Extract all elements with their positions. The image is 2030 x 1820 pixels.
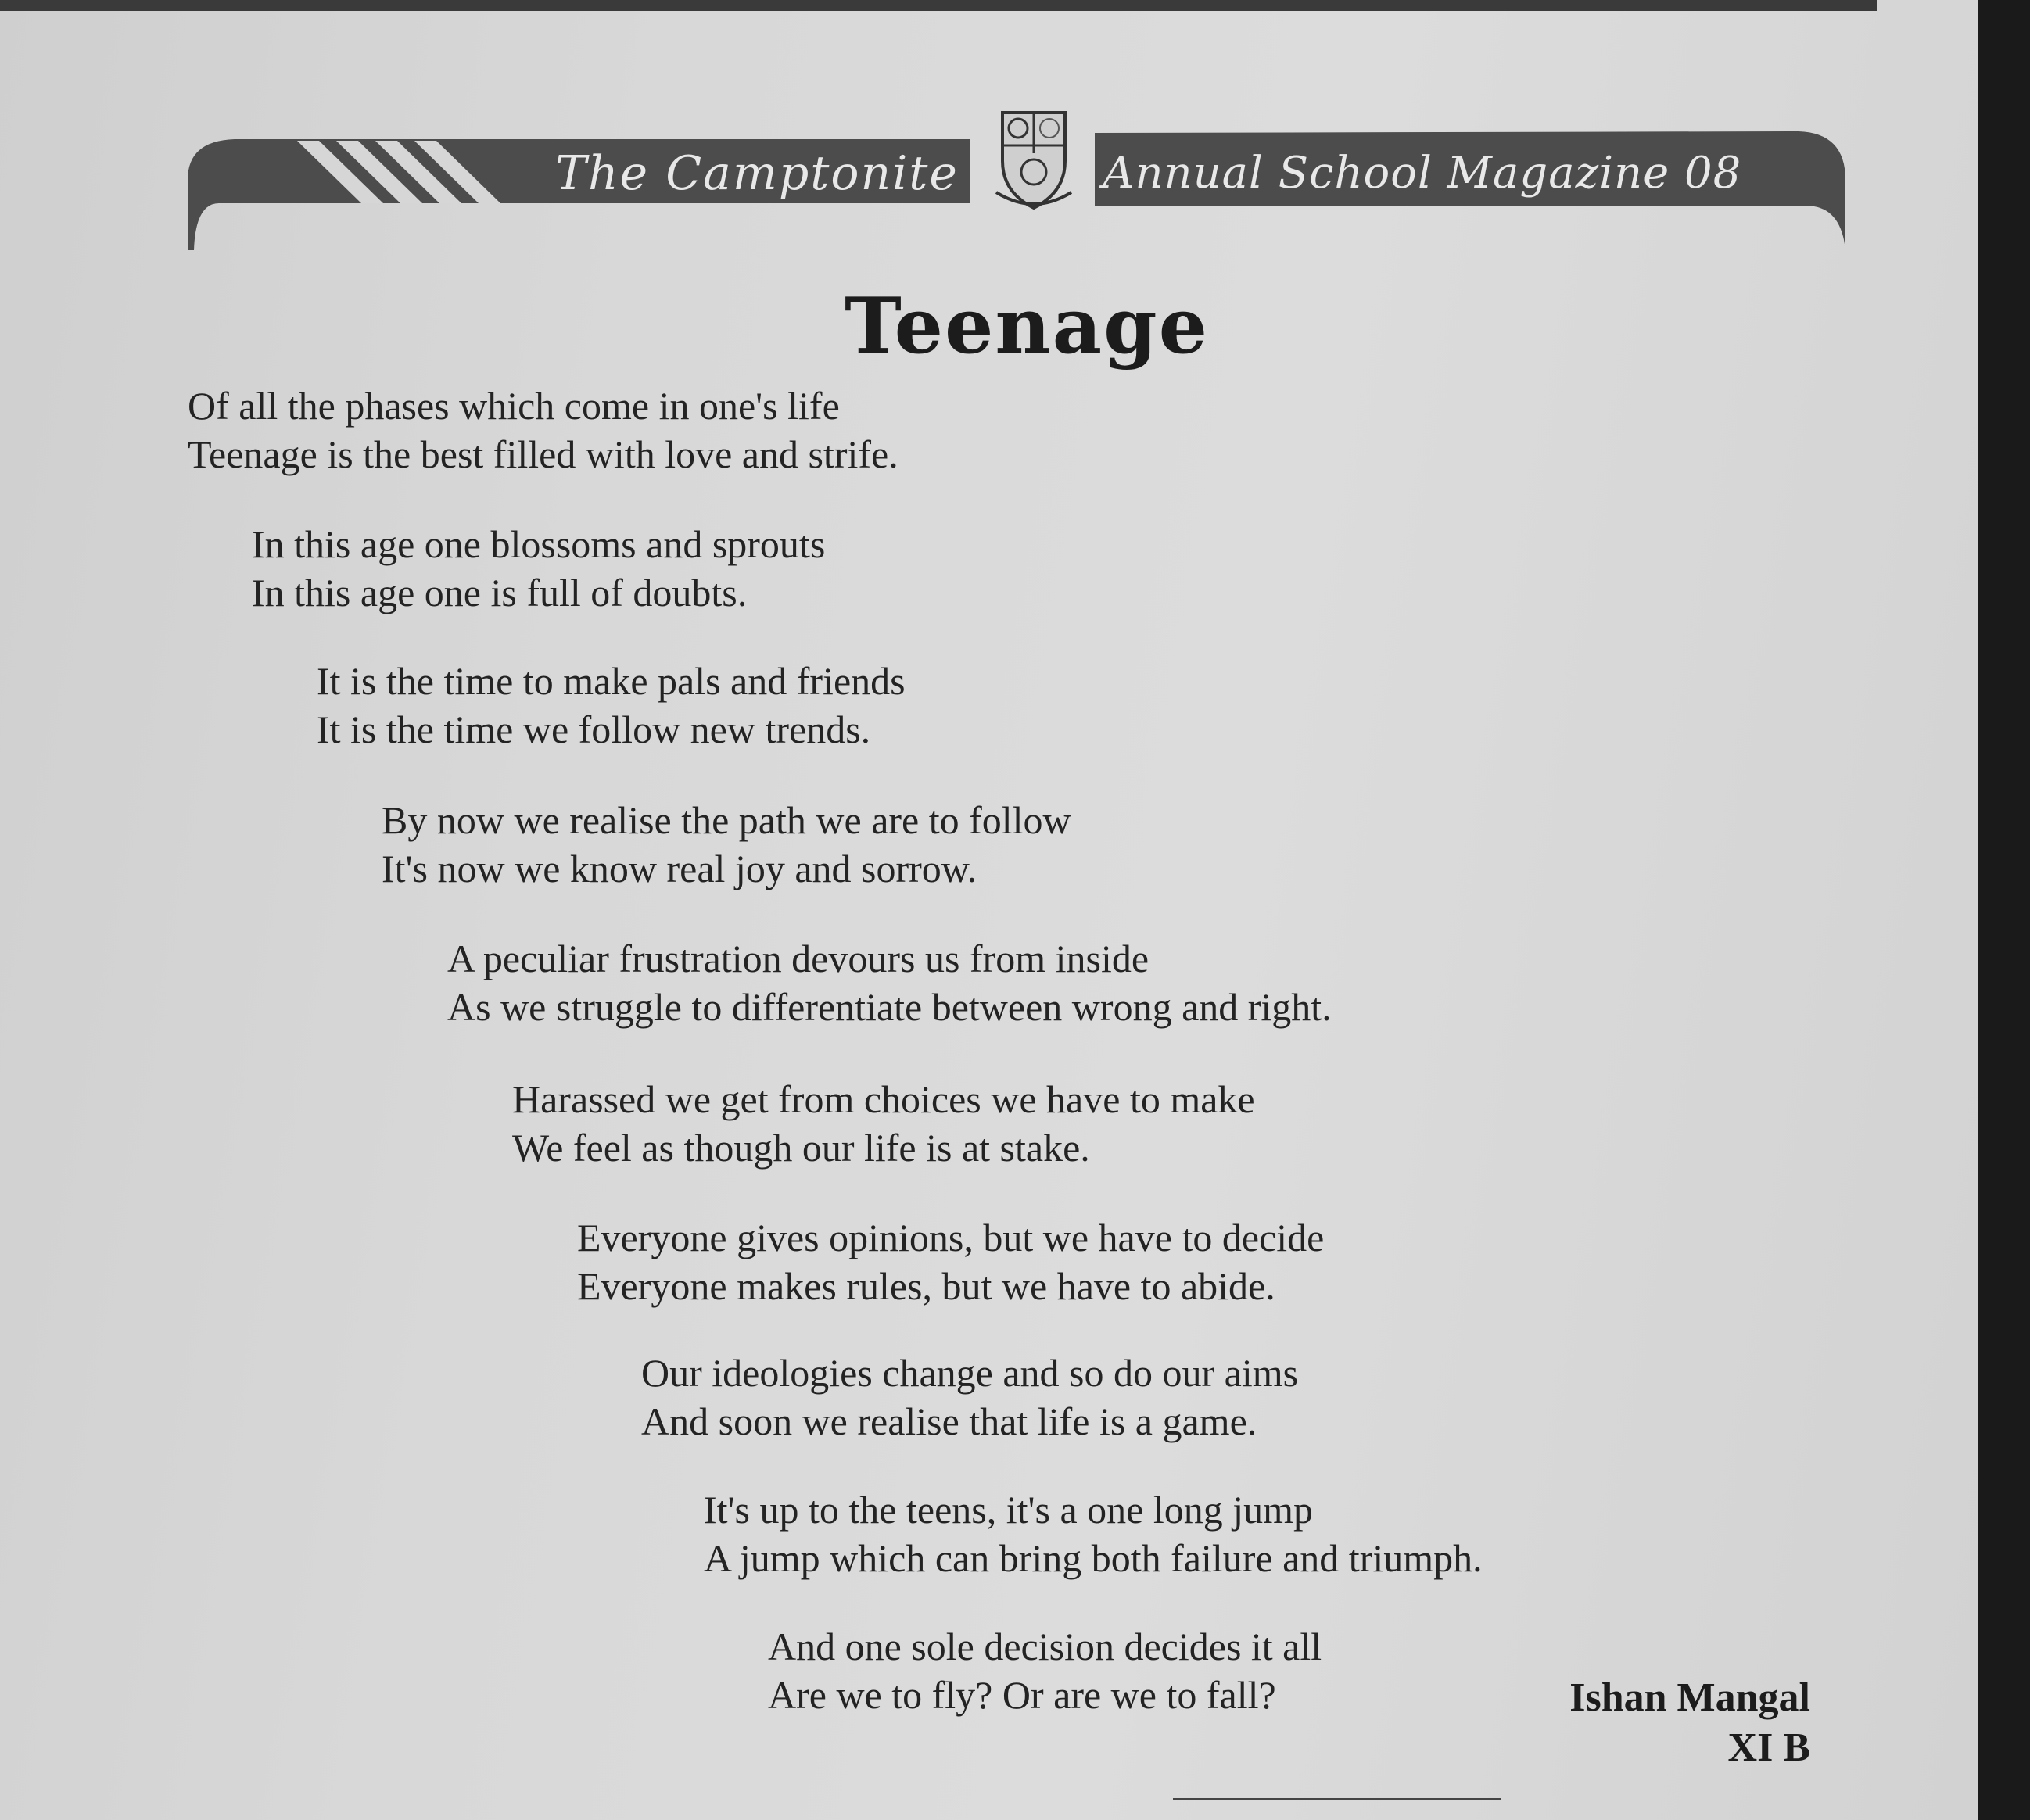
stanza [512,1075,1255,1172]
poem-line: It's up to the teens, it's a one long jump [704,1488,1314,1532]
footer-divider [1173,1798,1501,1800]
poem-line: In this age one is full of doubts. [252,571,748,614]
stanza [704,1485,1483,1582]
poem-line: A peculiar frustration devours us from inside [447,937,1149,980]
poem-line: Teenage is the best filled with love and strife. [188,432,898,476]
stanza [317,657,906,754]
stanza [768,1622,1322,1719]
author-class: XI B [1727,1725,1810,1770]
poem-line: A jump which can bring both failure and triumph. [704,1536,1483,1580]
poem-line: Harassed we get from choices we have to make [512,1077,1255,1121]
poem-line: Everyone gives opinions, but we have to decide [577,1216,1325,1259]
poem-title: Teenage [844,281,1209,371]
poem-line: And one sole decision decides it all [768,1625,1322,1668]
stanza [577,1213,1324,1310]
poem-line: It's now we know real joy and sorrow. [382,847,977,890]
poem-line: We feel as though our life is at stake. [512,1126,1090,1170]
stanza [382,796,1071,893]
poem-line: By now we realise the path we are to follow [382,798,1071,842]
author-name: Ishan Mangal [1569,1675,1810,1720]
poem-line: Of all the phases which come in one's life [188,384,840,428]
poem-line: In this age one blossoms and sprouts [252,522,826,566]
poem-line: Are we to fly? Or are we to fall? [768,1673,1276,1717]
top-edge [0,0,1877,11]
magazine-name: The Camptonite [555,146,959,201]
stanza [188,382,898,478]
poem-line: As we struggle to differentiate between wrong and right. [447,985,1332,1029]
stanza [641,1349,1298,1446]
author-credit [1569,1673,1810,1773]
magazine-subtitle: Annual School Magazine 08 [1103,148,1742,199]
poem-line: It is the time we follow new trends. [317,708,871,751]
poem-line: It is the time to make pals and friends [317,659,906,703]
school-crest-icon [995,106,1073,216]
poem-line: And soon we realise that life is a game. [641,1399,1257,1443]
stanza [252,520,825,617]
stanza [447,934,1332,1031]
poem-line: Everyone makes rules, but we have to abide. [577,1264,1275,1308]
page-edge-shadow [1978,0,2030,1820]
poem-line: Our ideologies change and so do our aims [641,1351,1299,1395]
